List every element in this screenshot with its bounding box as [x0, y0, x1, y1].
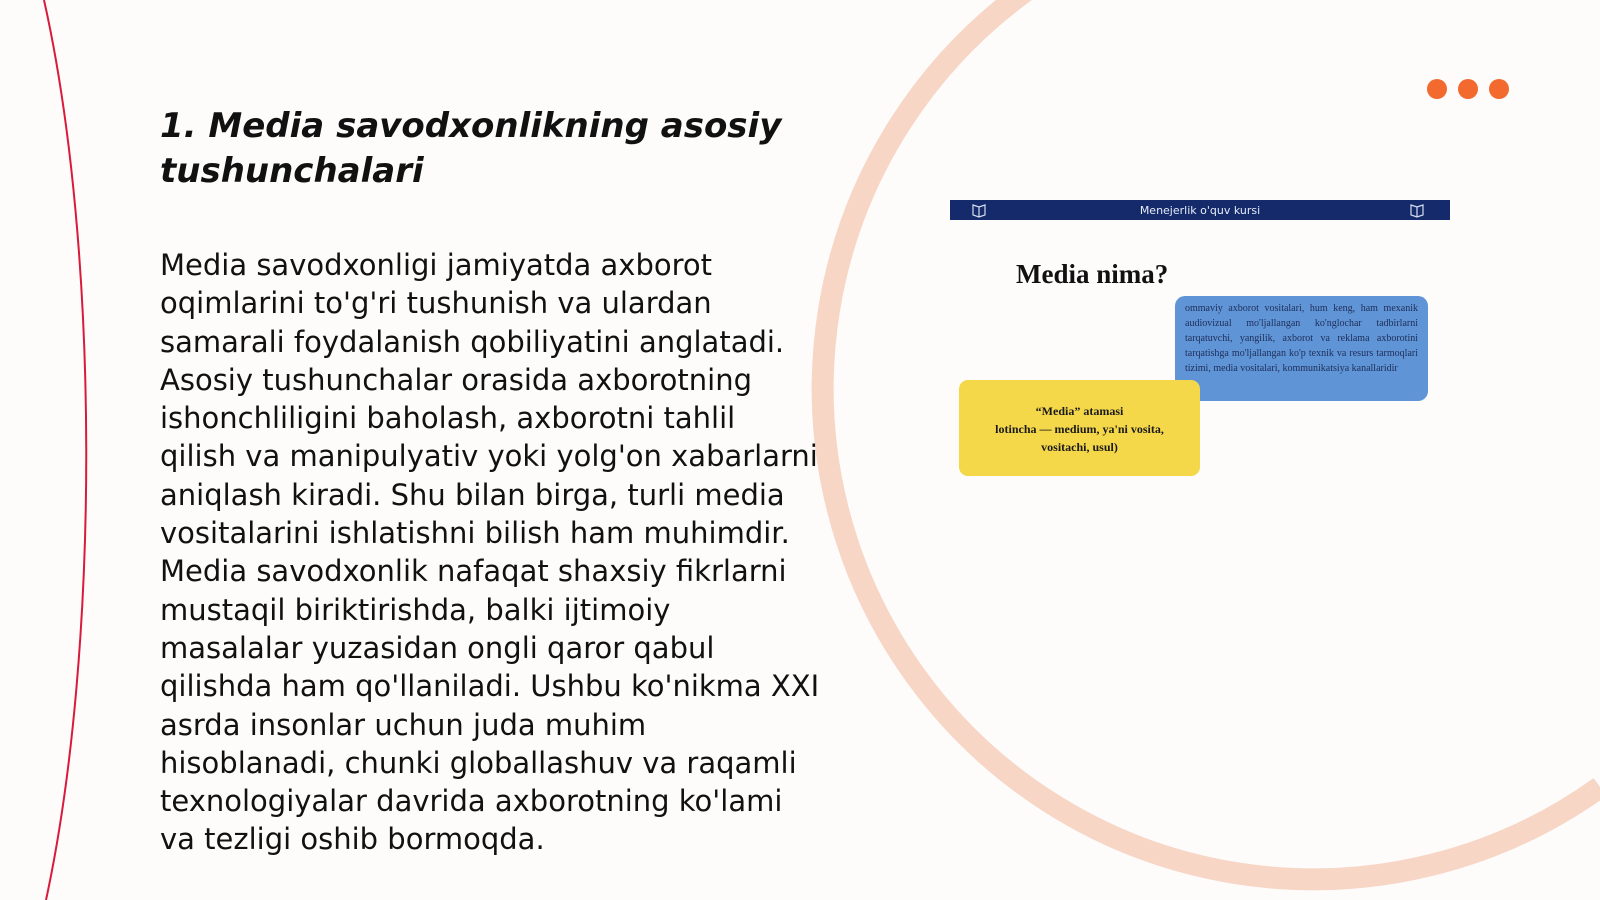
etymology-box: “Media” atamasi lotincha — medium, ya'ni vosita, vositachi, usul) [959, 380, 1200, 476]
course-banner [950, 200, 1450, 220]
slide-title: 1. Media savodxonlikning asosiy tushunchalari [160, 106, 782, 191]
course-banner-title: Menejerlik o'quv kursi [1139, 203, 1261, 217]
orange-dot-icon [1427, 79, 1447, 99]
embedded-slide-image [950, 200, 1450, 480]
orange-dot-icon [1489, 79, 1509, 99]
decorative-dots [1427, 79, 1509, 99]
orange-dot-icon [1458, 79, 1478, 99]
embedded-slide-heading: Media nima? [1016, 259, 1169, 289]
definition-box: ommaviy axborot vositalari, hum keng, ham mexanik audiovizual mo'ljallangan ko'nglochar tadbirlarni tarqatuvchi, yangilik, axborot va reklama axborotini tarqatishga mo'ljallangan ko'p texnik va resurs tarmoqlari tizimi, media vositalari, kommunikatsiya kanallaridir [1175, 296, 1428, 401]
slide-body-text: Media savodxonligi jamiyatda axborot oqimlarini to'g'ri tushunish va ulardan samarali foydalanish qobiliyatini anglatadi. Asosiy tushunchalar orasida axborotning ishonchliligini baholash, axborotni tahlil qilish va manipulyativ yoki yolg'on xabarlarni aniqlash kiradi. Shu bilan birga, turli media vositalarini ishlatishni bilish ham muhimdir. Media savodxonlik nafaqat shaxsiy fikrlarni mustaqil biriktirishda, balki ijtimoiy masalalar yuzasidan ongli qaror qabul qilishda ham qo'llaniladi. Ushbu ko'nikma XXI asrda insonlar uchun juda muhim hisoblanadi, chunki globallashuv va raqamli texnologiyalar davrida axborotning ko'lami va tezligi oshib bormoqda. [160, 248, 820, 857]
left-curve-line [44, 0, 86, 900]
book-icon [971, 202, 987, 218]
book-icon [1409, 202, 1425, 218]
